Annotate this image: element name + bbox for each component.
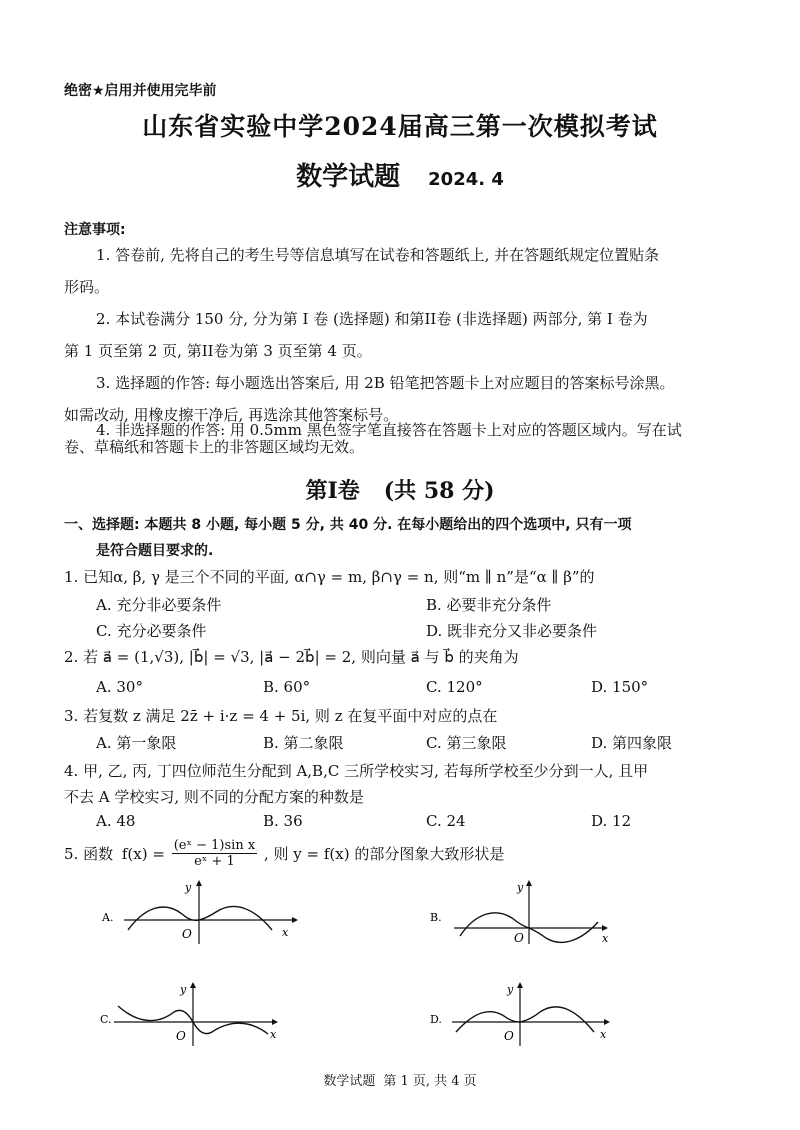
question-5-numerator: (eˣ − 1)sin x [173,838,256,853]
question-3-stem: 3. 若复数 z 满足 2z̄ + i·z = 4 + 5i, 则 z 在复平面中对应的点在 [64,707,498,725]
question-3-option-c: C. 第三象限 [426,734,507,752]
graph-c-plot [96,980,306,1050]
page-footer [0,1070,800,1089]
graph-d-curve [456,1007,594,1032]
graph-b-y-arrow [526,880,532,886]
question-4-option-d: D. 12 [591,812,632,830]
question-1-option-d: D. 既非充分又非必要条件 [426,622,598,640]
graph-option-c [96,980,306,1050]
question-3-option-a: A. 第一象限 [96,734,177,752]
graph-a-origin-label: O [182,927,192,941]
question-2-option-c: C. 120° [426,678,483,696]
graph-a-x-arrow [292,917,298,923]
question-5-fraction [172,838,257,869]
graph-b-y-label: y [517,881,524,894]
section-name: 第I卷 [305,478,360,504]
notice-line: 如需改动, 用橡皮擦干净后, 再选涂其他答案标号。 [64,406,399,424]
graph-c-origin-label: O [176,1029,186,1043]
graph-c-x-label: x [270,1028,277,1041]
notice-line: 形码。 [64,278,110,296]
question-2-option-b: B. 60° [263,678,311,696]
graph-option-d [426,980,626,1050]
graph-d-x-label: x [600,1028,607,1041]
graph-option-b [426,878,626,948]
question-1-stem: 1. 已知α, β, γ 是三个不同的平面, α∩γ = m, β∩γ = n, 则“m ∥ n”是“α ∥ β”的 [64,568,595,586]
subject-title: 数学试题 [296,162,401,192]
confidential-label: 绝密★启用并使用完毕前 [64,83,217,99]
graph-option-a [96,878,306,948]
graph-d-label: D. [430,1013,442,1026]
footer-subject: 数学试题 [323,1074,376,1089]
question-5-suffix: , 则 y = f(x) 的部分图象大致形状是 [263,845,505,863]
question-4-stem: 4. 甲, 乙, 丙, 丁四位师范生分配到 A,B,C 三所学校实习, 若每所学校至少分到一人, 且甲 [64,762,649,780]
question-2-option-a: A. 30° [96,678,143,696]
notice-line: 1. 答卷前, 先将自己的考生号等信息填写在试卷和答题纸上, 并在答题纸规定位置贴条 [96,246,660,264]
question-2-option-d: D. 150° [591,678,649,696]
question-1-option-a: A. 充分非必要条件 [96,596,222,614]
question-5-fx: f(x) = [121,844,165,863]
notice-line: 第 1 页至第 2 页, 第II卷为第 3 页至第 4 页。 [64,342,372,360]
graph-b-label: B. [430,911,442,924]
question-1-option-c: C. 充分必要条件 [96,622,207,640]
question-4-option-b: B. 36 [263,812,303,830]
question-5-stem [64,838,504,872]
graph-d-y-arrow [517,982,523,988]
graph-b-x-arrow [602,925,608,931]
question-4-option-a: A. 48 [96,812,136,830]
notice-line: 3. 选择题的作答: 每小题选出答案后, 用 2B 铅笔把答题卡上对应题目的答案标号涂黑。 [96,374,675,392]
question-5-prefix: 5. 函数 [64,845,114,863]
graph-a-curve [128,906,272,930]
footer-page: 第 1 页, 共 4 页 [383,1074,477,1089]
graph-c-y-label: y [180,983,187,996]
question-1-option-b: B. 必要非充分条件 [426,596,552,614]
notice-line: 4. 非选择题的作答: 用 0.5mm 黑色签字笔直接答在答题卡上对应的答题区域内。写在试 [96,421,682,439]
section-title [0,474,800,505]
question-4-stem-cont: 不去 A 学校实习, 则不同的分配方案的种数是 [64,788,364,806]
graph-c-y-arrow [190,982,196,988]
graph-b-x-label: x [602,932,609,945]
graph-c-label: C. [100,1013,112,1026]
subject-line [0,156,800,193]
graph-a-x-label: x [282,926,289,939]
question-3-option-b: B. 第二象限 [263,734,344,752]
exam-title: 山东省实验中学2024届高三第一次模拟考试 [142,112,658,141]
graph-c-x-arrow [272,1019,278,1025]
question-5-denominator: eˣ + 1 [194,854,235,869]
question-2-stem: 2. 若 a⃗ = (1,√3), |b⃗| = √3, |a⃗ − 2b⃗| = 2, 则向量 a⃗ 与 b⃗ 的夹角为 [64,648,519,666]
graph-d-plot [426,980,626,1050]
graph-a-label: A. [102,911,114,924]
question-3-option-d: D. 第四象限 [591,734,673,752]
graph-a-y-label: y [185,881,192,894]
section-points: (共 58 分) [383,478,495,504]
part-heading: 是符合题目要求的. [96,543,214,559]
graph-a-plot [96,878,306,948]
graph-d-origin-label: O [504,1029,514,1043]
graph-d-y-label: y [507,983,514,996]
question-4-option-c: C. 24 [426,812,466,830]
notice-line: 2. 本试卷满分 150 分, 分为第 I 卷 (选择题) 和第II卷 (非选择题) 两部分, 第 I 卷为 [96,310,648,328]
notice-line: 卷、草稿纸和答题卡上的非答题区域均无效。 [64,438,365,456]
graph-d-x-arrow [604,1019,610,1025]
notice-heading: 注意事项: [64,222,126,238]
exam-date: 2024. 4 [428,169,504,190]
graph-b-plot [426,878,626,948]
graph-a-y-arrow [196,880,202,886]
part-heading: 一、选择题: 本题共 8 小题, 每小题 5 分, 共 40 分. 在每小题给出的四个选项中, 只有一项 [64,517,632,533]
graph-b-origin-label: O [514,931,524,945]
